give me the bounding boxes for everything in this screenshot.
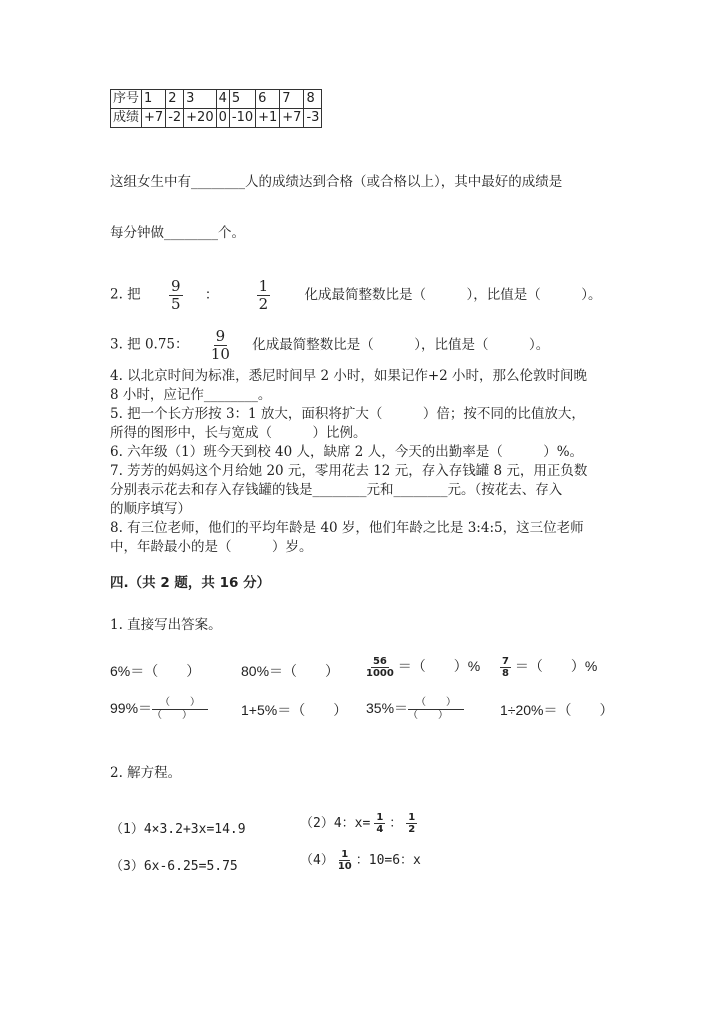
numerator: 1 [258, 277, 269, 295]
text-line: 6. 六年级（1）班今天到校 40 人，缺席 2 人，今天的出勤率是（ ）%。 [110, 444, 584, 460]
expression: 99%＝ [110, 700, 153, 717]
denominator: 10 [337, 861, 352, 872]
table-cell: -10 [229, 109, 255, 128]
section-heading: 四.（共 2 题，共 16 分） [110, 575, 271, 591]
fraction [500, 656, 511, 679]
fraction [366, 656, 394, 679]
numerator: （ ） [152, 697, 208, 710]
equation-4 [300, 849, 421, 872]
text-line: 8 小时，应记作________。 [110, 387, 272, 403]
answer-item [110, 697, 208, 722]
denominator: 10 [210, 344, 230, 363]
q2-prefix: 2. 把 [110, 286, 141, 303]
colon: ： [204, 286, 219, 303]
denominator: （ ） [152, 710, 193, 721]
questions-4-8 [110, 367, 587, 557]
blank-fraction [408, 697, 464, 722]
table-cell: 序号 [111, 90, 142, 109]
table-row [111, 90, 322, 109]
text-line: 的顺序填写） [110, 501, 191, 517]
numerator: 1 [408, 812, 416, 823]
table-cell: 5 [229, 90, 255, 109]
denominator: 1000 [366, 668, 394, 679]
answer-item [500, 656, 597, 679]
table-cell: 1 [142, 90, 166, 109]
table-cell: +7 [280, 109, 304, 128]
table-cell: -3 [304, 109, 322, 128]
text-line: 中，年龄最小的是（ ）岁。 [110, 539, 313, 555]
denominator: 2 [408, 824, 416, 835]
numerator: 7 [502, 656, 509, 667]
numerator: 1 [341, 849, 349, 860]
score-table [110, 89, 322, 128]
answer-item: 1+5%＝（ ） [241, 702, 348, 718]
question-3 [110, 328, 549, 362]
q3-prefix: 3. 把 0.75： [110, 336, 189, 353]
expression: （2）4：x= [300, 816, 371, 831]
fraction [211, 328, 230, 362]
question-2 [110, 278, 601, 312]
q3-suffix: 化成最简整数比是（ ），比值是（ ）。 [252, 336, 550, 353]
fraction [257, 278, 271, 312]
table-cell: 成绩 [111, 109, 142, 128]
fraction [374, 812, 385, 835]
table-cell: +7 [142, 109, 166, 128]
denominator: （ ） [408, 710, 449, 721]
q1-line2: 每分钟做________个。 [110, 225, 245, 241]
denominator: 4 [376, 824, 384, 835]
colon: ： [389, 816, 403, 831]
text-line: 所得的图形中，长与宽成（ ）比例。 [110, 425, 367, 441]
q1-line1: 这组女生中有________人的成绩达到合格（或合格以上），其中最好的成绩是 [110, 174, 563, 190]
table-cell: 8 [304, 90, 322, 109]
table-cell: 3 [184, 90, 216, 109]
answer-item: 6%＝（ ） [110, 663, 201, 679]
expression: （4） [300, 853, 334, 868]
denominator: 5 [170, 294, 181, 313]
answer-blank: ＝（ ）% [514, 658, 598, 675]
text-line: 8. 有三位老师，他们的平均年龄是 40 岁，他们年龄之比是 3:4:5，这三位老师 [110, 520, 584, 536]
part1-title: 1. 直接写出答案。 [110, 617, 222, 633]
text-line: 7. 芳芳的妈妈这个月给她 20 元，零用花去 12 元，存入存钱罐 8 元，用正负数 [110, 463, 588, 479]
table-cell: 7 [280, 90, 304, 109]
fraction [338, 849, 352, 872]
numerator: （ ） [408, 697, 464, 710]
answer-item: 80%＝（ ） [241, 663, 340, 679]
answer-item [366, 697, 464, 722]
answer-item [366, 656, 480, 679]
table-cell: 2 [166, 90, 184, 109]
fraction [406, 812, 417, 835]
text-line: 5. 把一个长方形按 3：1 放大，面积将扩大（ ）倍；按不同的比值放大， [110, 406, 585, 422]
table-cell: +20 [184, 109, 216, 128]
blank-fraction [152, 697, 208, 722]
table-cell: 0 [216, 109, 229, 128]
numerator: 9 [215, 327, 226, 345]
table-row [111, 109, 322, 128]
expression: ：10=6：x [355, 853, 421, 868]
q2-suffix: 化成最简整数比是（ ），比值是（ ）。 [304, 286, 602, 303]
denominator: 8 [502, 668, 509, 679]
text-line: 分别表示花去和存入存钱罐的钱是________元和________元。（按花去、存入 [110, 482, 563, 498]
equation-1: （1）4×3.2+3x=14.9 [110, 822, 246, 837]
equation-2 [300, 812, 421, 835]
numerator: 1 [376, 812, 384, 823]
table-cell: +1 [256, 109, 280, 128]
numerator: 9 [170, 277, 181, 295]
expression: 35%＝ [366, 700, 409, 717]
table-cell: -2 [166, 109, 184, 128]
table-cell: 4 [216, 90, 229, 109]
answer-item: 1÷20%＝（ ） [500, 702, 614, 718]
equation-3: （3）6x-6.25=5.75 [110, 859, 238, 874]
answer-blank: ＝（ ）% [397, 658, 481, 675]
text-line: 4. 以北京时间为标准，悉尼时间早 2 小时，如果记作+2 小时，那么伦敦时间晚 [110, 368, 588, 384]
table-cell: 6 [256, 90, 280, 109]
part2-title: 2. 解方程。 [110, 765, 182, 781]
denominator: 2 [258, 294, 269, 313]
numerator: 56 [372, 656, 387, 667]
fraction [169, 278, 183, 312]
